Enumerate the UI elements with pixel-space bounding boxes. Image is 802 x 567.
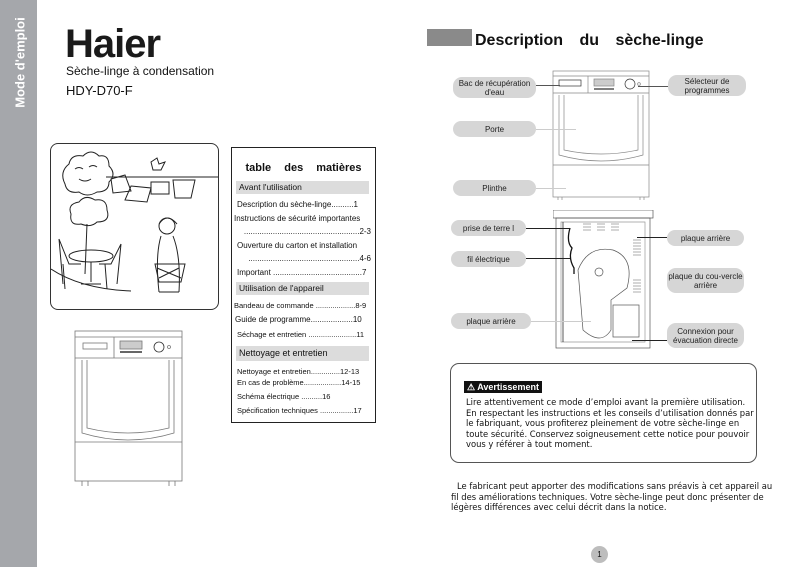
label-selecteur-programmes: Sélecteur de programmes: [668, 75, 746, 96]
illustration-garden-scene: [50, 143, 219, 310]
toc-item[interactable]: Schéma électrique ..........16: [237, 392, 331, 401]
toc-item[interactable]: Important ........................................7: [237, 268, 367, 277]
label-bac-recuperation: Bac de récupération d'eau: [453, 77, 536, 98]
page-number: 1: [591, 546, 608, 563]
label-porte: Porte: [453, 121, 536, 137]
page-title: Description du sèche-linge: [475, 32, 704, 49]
toc-item[interactable]: Guide de programme...................10: [235, 315, 362, 324]
toc-section-heading: Nettoyage et entretien: [236, 346, 369, 361]
table-of-contents: [231, 147, 376, 423]
dryer-front-diagram: [552, 70, 652, 205]
toc-item-page: ..................................................4-6: [248, 254, 371, 263]
leader-line: [536, 188, 566, 189]
toc-item-page: ....................................................2-3: [243, 227, 371, 236]
leader-line: [526, 228, 570, 229]
label-connexion-evacuation: Connexion pour évacuation directe: [667, 323, 744, 348]
toc-item[interactable]: Description du sèche-linge..........1: [237, 200, 358, 209]
toc-item[interactable]: Instructions de sécurité importantes: [234, 214, 361, 223]
manufacturer-notice: Le fabricant peut apporter des modifications sans préavis à cet appareil au fil des améliorations techniques. Votre sèche-linge peut donc présenter de légères différences avec celui décrit dans la notice.: [451, 481, 773, 512]
toc-title: table des matières: [245, 162, 362, 174]
label-plinthe: Plinthe: [453, 180, 536, 196]
label-plaque-couvercle: plaque du cou-vercle arrière: [667, 268, 744, 293]
model-number: HDY-D70-F: [66, 83, 133, 98]
leader-line: [638, 86, 668, 87]
toc-item[interactable]: Nettoyage et entretien..............12-13: [237, 367, 360, 376]
warning-triangle-icon: ⚠: [467, 382, 478, 392]
leader-line: [531, 321, 591, 322]
toc-item[interactable]: Spécification techniques ................17: [237, 406, 362, 415]
label-fil-electrique: fil électrique: [451, 251, 526, 267]
leader-line: [536, 129, 576, 130]
toc-section-heading: Utilisation de l'appareil: [236, 282, 369, 295]
toc-section-heading: Avant l'utilisation: [236, 181, 369, 194]
toc-item[interactable]: Ouverture du carton et installation: [237, 241, 358, 250]
sidebar-label: Mode d'emploi: [12, 17, 28, 108]
warning-text: Lire attentivement ce mode d’emploi avant la première utilisation. En respectant les instructions et les conseils d’utilisation donnés par le fabriquant, vous profiterez pleinement de votre sèche-linge en toute sécurité. Conservez soigneusement cette notice pour pouvoir vous y référer à tout moment.: [466, 397, 754, 449]
leader-line: [637, 237, 667, 238]
product-subtitle: Sèche-linge à condensation: [66, 64, 215, 78]
dryer-back-diagram: [553, 210, 655, 355]
header-accent-block: [427, 29, 472, 46]
toc-item[interactable]: Séchage et entretien .......................11: [237, 330, 365, 339]
leader-line: [632, 340, 667, 341]
leader-line: [536, 85, 560, 86]
leader-line: [526, 258, 570, 259]
label-plaque-arriere-left: plaque arrière: [451, 313, 531, 329]
sidebar-tab: [0, 0, 37, 567]
dryer-front-illustration: [74, 328, 184, 493]
warning-heading: ⚠ Avertissement: [464, 381, 542, 393]
label-plaque-arriere-right: plaque arrière: [667, 230, 744, 246]
toc-item[interactable]: Bandeau de commande ...................8-9: [234, 301, 367, 310]
label-prise-terre: prise de terre l: [451, 220, 526, 236]
toc-item[interactable]: En cas de problème..................14-15: [237, 378, 361, 387]
brand-logo: Haier: [65, 22, 161, 66]
